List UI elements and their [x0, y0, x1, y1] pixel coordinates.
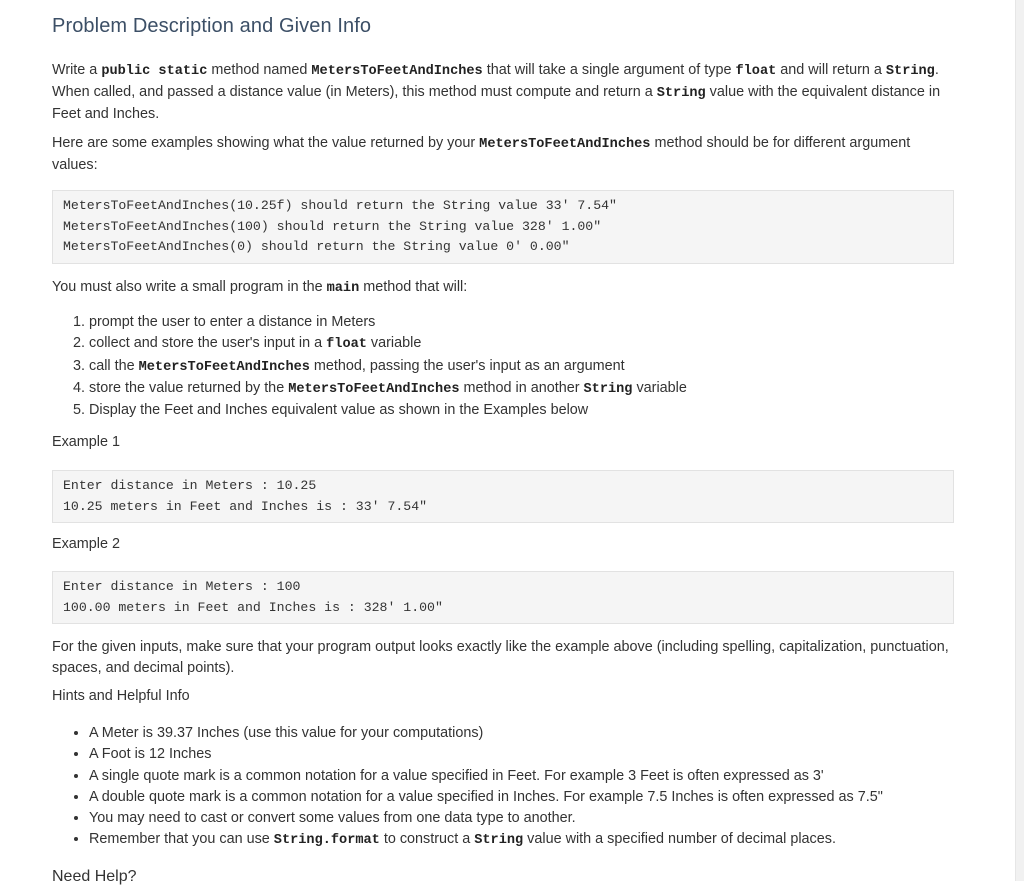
examples-intro-paragraph: Here are some examples showing what the value returned by your MetersToFeetAndInches method should be for different argument values: — [52, 135, 911, 173]
code-line: 10.25 meters in Feet and Inches is : 33' 7.54" — [63, 498, 428, 514]
example2-heading: Example 2 — [52, 536, 120, 552]
code-line: MetersToFeetAndInches(0) should return the String value 0' 0.00" — [63, 239, 570, 254]
steps-list — [52, 312, 954, 421]
list-item: • A double quote mark is a common notation for a value specified in Inches. For example 7.5 Inches is often expressed as 7.5" — [89, 787, 954, 808]
list-item: 3. call the MetersToFeetAndInches method, passing the user's input as an argument — [89, 356, 954, 378]
list-item: • A single quote mark is a common notation for a value specified in Feet. For example 3 Feet is often expressed as 3' — [89, 766, 954, 787]
list-item: 1. prompt the user to enter a distance in Meters — [89, 312, 954, 333]
list-item: • Remember that you can use String.format to construct a String value with a specified number of decimal places. — [89, 829, 954, 851]
examples-code-block — [52, 190, 954, 264]
main-method-paragraph: You must also write a small program in the main method that will: — [52, 279, 468, 296]
need-help-heading: Need Help? — [52, 868, 137, 885]
intro-paragraph: Write a public static method named MetersToFeetAndInches that will take a single argument of type float and will return a String. When called, and passed a distance value (in Meters), this method must compute and return a String value with the equivalent distance in Feet and Inches. — [52, 62, 941, 122]
example2-code-block — [52, 571, 954, 624]
page-title: Problem Description and Given Info — [52, 15, 372, 37]
list-item: • A Meter is 39.37 Inches (use this value for your computations) — [89, 723, 954, 744]
example1-heading: Example 1 — [52, 434, 120, 450]
list-item: 2. collect and store the user's input in a float variable — [89, 333, 954, 355]
code-line: Enter distance in Meters : 100 — [63, 579, 301, 594]
hints-list — [52, 723, 954, 852]
list-item: 4. store the value returned by the MetersToFeetAndInches method in another String variable — [89, 378, 954, 400]
list-item: • A Foot is 12 Inches — [89, 744, 954, 765]
code-line: MetersToFeetAndInches(10.25f) should return the String value 33' 7.54" — [63, 198, 617, 213]
code-line: Enter distance in Meters : 10.25 — [63, 478, 317, 493]
hints-heading: Hints and Helpful Info — [52, 688, 190, 704]
code-line: 100.00 meters in Feet and Inches is : 328' 1.00" — [63, 599, 443, 615]
scrollbar-track[interactable] — [1015, 0, 1024, 881]
list-item: 5. Display the Feet and Inches equivalent value as shown in the Examples below — [89, 400, 954, 421]
example1-code-block — [52, 470, 954, 523]
output-format-paragraph: For the given inputs, make sure that your program output looks exactly like the example above (including spelling, capitalization, punctuation, spaces, and decimal points). — [52, 639, 949, 676]
list-item: • You may need to cast or convert some values from one data type to another. — [89, 808, 954, 829]
code-line: MetersToFeetAndInches(100) should return the String value 328' 1.00" — [63, 218, 602, 234]
